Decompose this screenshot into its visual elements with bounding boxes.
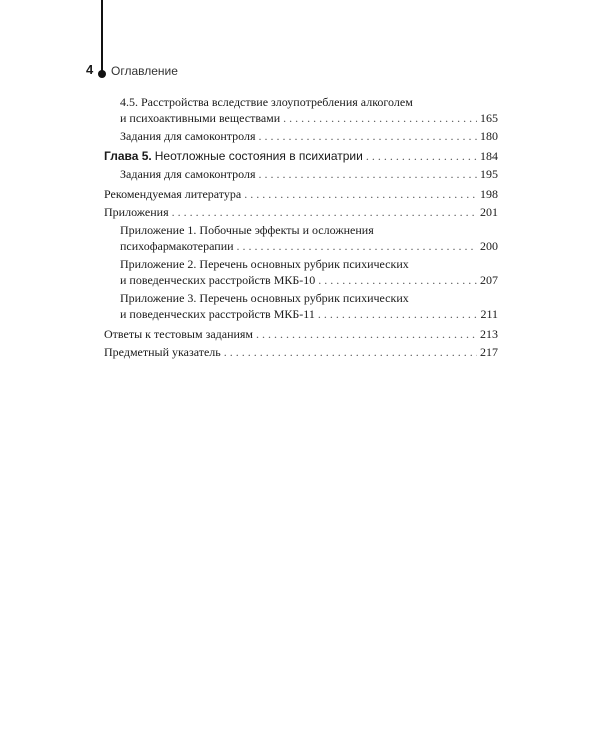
page-number: 4 — [86, 62, 94, 77]
toc-entry-page: 165 — [480, 111, 498, 125]
toc-entry-title: Задания для самоконтроля — [120, 129, 256, 143]
toc-entry-title: Приложение 2. Перечень основных рубрик психических — [120, 257, 409, 271]
dot-leader — [318, 306, 478, 322]
dot-leader — [256, 326, 477, 342]
running-title: Оглавление — [111, 64, 178, 78]
dot-leader — [259, 128, 477, 144]
toc-entry — [104, 94, 498, 126]
toc-entry-title: и поведенческих расстройств МКБ-10 — [120, 273, 316, 287]
toc-entry-title: Предметный указатель — [104, 345, 221, 359]
toc-entry — [104, 344, 498, 360]
dot-leader — [366, 148, 477, 164]
toc-entry-page: 200 — [480, 239, 498, 253]
toc-entry-page: 201 — [480, 205, 498, 219]
dot-leader — [237, 238, 477, 254]
dot-leader — [172, 204, 477, 220]
toc-entry — [104, 148, 498, 164]
dot-leader — [259, 166, 477, 182]
toc-entry-title: психофармакотерапии — [120, 239, 234, 253]
table-of-contents — [104, 94, 498, 360]
toc-entry-title: и психоактивными веществами — [120, 111, 281, 125]
toc-entry — [104, 128, 498, 144]
toc-entry — [104, 256, 498, 288]
toc-entry-page: 213 — [480, 327, 498, 341]
toc-entry-title: Неотложные состояния в психиатрии — [154, 149, 363, 163]
toc-entry-title: Приложения — [104, 205, 169, 219]
toc-entry-page: 195 — [480, 167, 498, 181]
toc-entry-title: Задания для самоконтроля — [120, 167, 256, 181]
toc-entry — [104, 326, 498, 342]
toc-entry — [104, 290, 498, 322]
dot-leader — [224, 344, 477, 360]
toc-entry-page: 198 — [480, 187, 498, 201]
toc-entry-page: 217 — [480, 345, 498, 359]
toc-entry-title: и поведенческих расстройств МКБ-11 — [120, 307, 315, 321]
toc-entry-title: Ответы к тестовым заданиям — [104, 327, 254, 341]
dot-leader — [283, 110, 477, 126]
toc-entry-page: 184 — [480, 149, 498, 163]
toc-entry-page: 211 — [480, 307, 498, 321]
toc-entry — [104, 204, 498, 220]
toc-entry-page: 207 — [480, 273, 498, 287]
toc-entry-title: Приложение 1. Побочные эффекты и осложнения — [120, 223, 374, 237]
toc-entry-title: 4.5. Расстройства вследствие злоупотребления алкоголем — [120, 95, 413, 109]
toc-entry — [104, 186, 498, 202]
toc-entry — [104, 166, 498, 182]
toc-entry-page: 180 — [480, 129, 498, 143]
dot-leader — [244, 186, 477, 202]
dot-leader — [318, 272, 477, 288]
margin-rule — [101, 0, 103, 72]
margin-rule-dot — [98, 70, 106, 78]
chapter-label: Глава 5. — [104, 149, 152, 163]
toc-entry-title: Рекомендуемая литература — [104, 187, 242, 201]
toc-entry — [104, 222, 498, 254]
toc-entry-title: Приложение 3. Перечень основных рубрик психических — [120, 291, 409, 305]
